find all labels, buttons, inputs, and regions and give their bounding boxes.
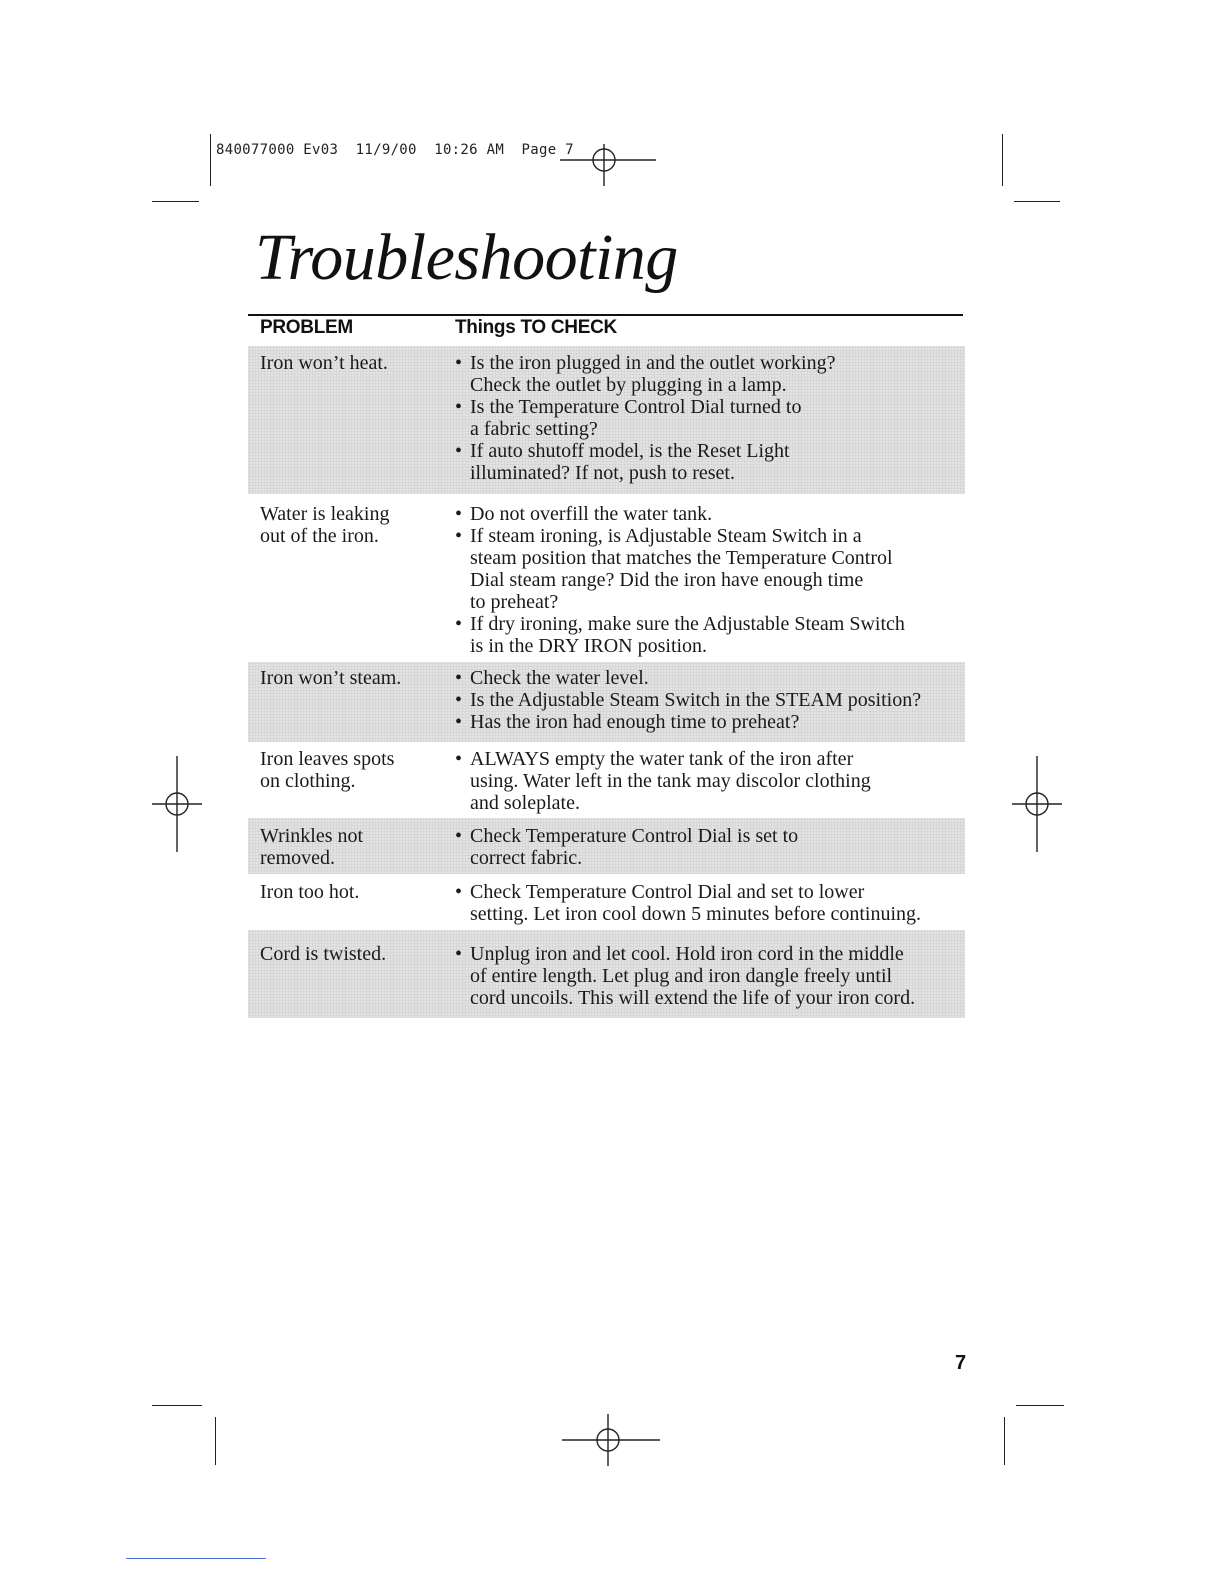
registration-mark-bottom-icon (560, 1412, 664, 1468)
check-item: • Unplug iron and let cool. Hold iron cord in the middle of entire length. Let plug and iron dangle freely until cord uncoils. This will extend the life of your iron cord. (455, 943, 960, 1009)
crop-mark-bottom-left-vertical (215, 1417, 216, 1465)
check-list (455, 667, 960, 733)
registration-mark-left-icon (150, 756, 206, 852)
check-list (455, 748, 960, 814)
problem-label: Wrinkles not removed. (260, 825, 364, 869)
problem-label: Iron too hot. (260, 881, 360, 903)
problem-label: Water is leaking out of the iron. (260, 503, 390, 547)
check-item: • Is the Adjustable Steam Switch in the STEAM position? (455, 689, 960, 711)
check-item: • Is the iron plugged in and the outlet working? Check the outlet by plugging in a lamp. (455, 352, 960, 396)
check-item: • ALWAYS empty the water tank of the iron after using. Water left in the tank may discolor clothing and soleplate. (455, 748, 960, 814)
problem-label: Iron won’t steam. (260, 667, 402, 689)
table-top-rule (248, 314, 963, 316)
crop-mark-top-right-vertical (1002, 134, 1003, 186)
check-item: • Is the Temperature Control Dial turned to a fabric setting? (455, 396, 960, 440)
table-row (248, 746, 965, 816)
check-item: • Check Temperature Control Dial and set to lower setting. Let iron cool down 5 minutes before continuing. (455, 881, 960, 925)
registration-mark-top-icon (560, 142, 660, 188)
problem-label: Iron won’t heat. (260, 352, 388, 374)
table-row (248, 662, 965, 742)
check-list (455, 503, 960, 657)
printer-slug: 840077000 Ev03 11/9/00 10:26 AM Page 7 (216, 142, 574, 158)
problem-label: Cord is twisted. (260, 943, 387, 965)
column-header-problem: PROBLEM (260, 317, 353, 338)
registration-mark-right-icon (1010, 756, 1066, 852)
check-list (455, 943, 960, 1009)
bottom-link-underline (126, 1558, 266, 1559)
check-list (455, 881, 960, 925)
check-item: • If auto shutoff model, is the Reset Light illuminated? If not, push to reset. (455, 440, 960, 484)
page-title: Troubleshooting (255, 221, 678, 294)
crop-mark-top-left-vertical (210, 134, 211, 186)
check-item: • Check Temperature Control Dial is set to correct fabric. (455, 825, 960, 869)
crop-mark-bottom-right-vertical (1004, 1417, 1005, 1465)
check-list (455, 352, 960, 484)
crop-mark-bottom-left-horizontal (152, 1405, 202, 1406)
check-item: • Do not overfill the water tank. (455, 503, 960, 525)
table-row (248, 500, 965, 660)
problem-label: Iron leaves spots on clothing. (260, 748, 395, 792)
check-item: • If steam ironing, is Adjustable Steam Switch in a steam position that matches the Temperature Control Dial steam range? Did the iron have enough time to preheat? (455, 525, 960, 613)
table-row (248, 878, 965, 930)
check-item: • Has the iron had enough time to preheat? (455, 711, 960, 733)
crop-mark-top-left-horizontal (152, 201, 199, 202)
table-row (248, 818, 965, 874)
check-item: • Check the water level. (455, 667, 960, 689)
crop-mark-top-right-horizontal (1014, 201, 1060, 202)
page-number: 7 (955, 1352, 967, 1374)
table-row (248, 930, 965, 1018)
check-item: • If dry ironing, make sure the Adjustable Steam Switch is in the DRY IRON position. (455, 613, 960, 657)
check-list (455, 825, 960, 869)
table-row (248, 346, 965, 494)
column-header-things-to-check: Things TO CHECK (455, 317, 617, 338)
crop-mark-bottom-right-horizontal (1016, 1405, 1064, 1406)
